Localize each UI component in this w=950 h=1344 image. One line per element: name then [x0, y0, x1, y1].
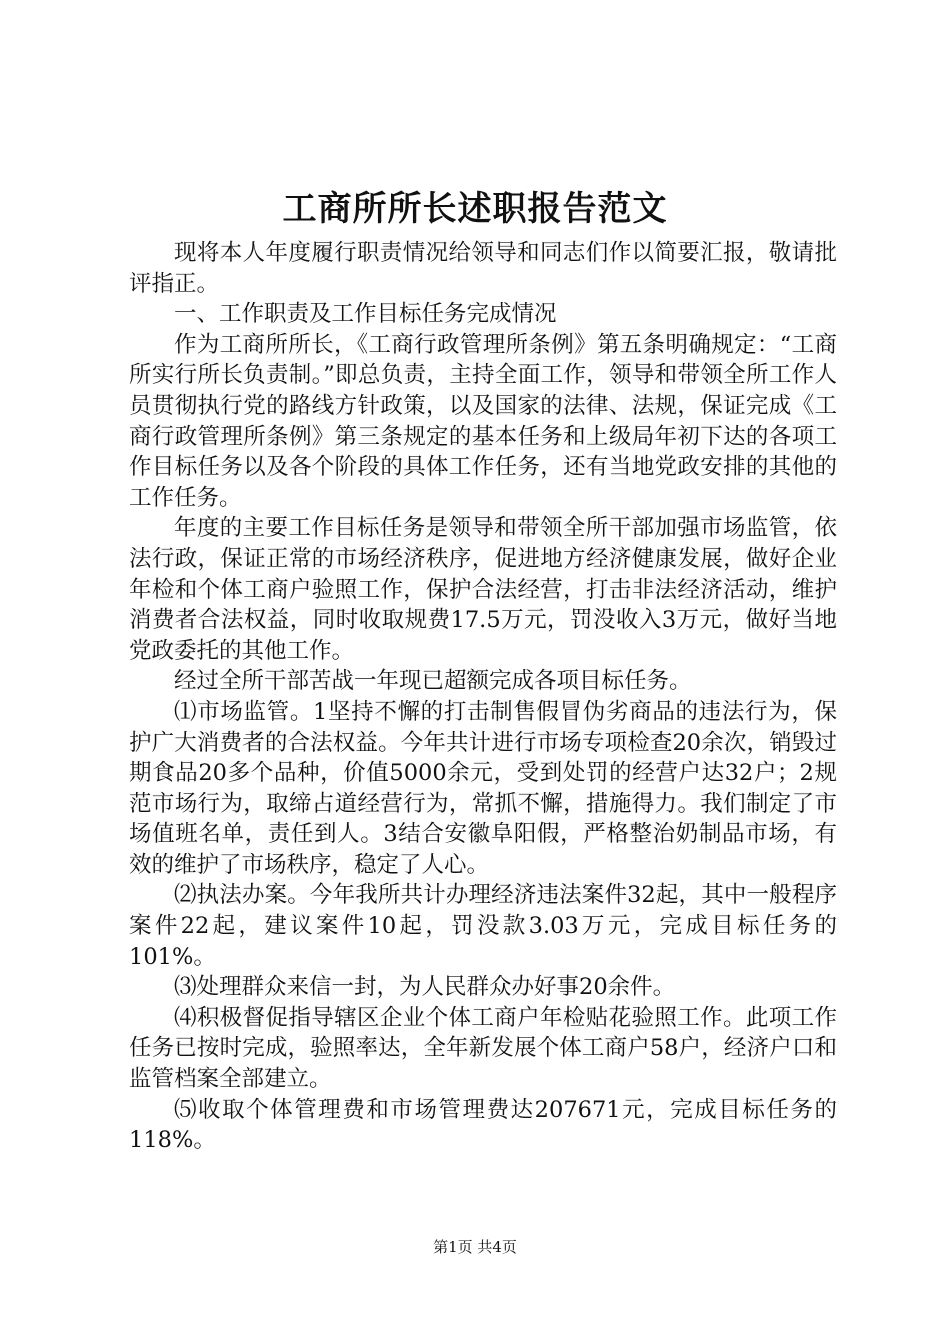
list-item: ⑵执法办案。今年我所共计办理经济违法案件32起，其中一般程序案件22起，建议案件10起，罚没款3.03万元，完成目标任务的101%。	[129, 882, 837, 970]
list-item: ⑴市场监管。1坚持不懈的打击制售假冒伪劣商品的违法行为，保护广大消费者的合法权益。今年共计进行市场专项检查20余次，销毁过期食品20多个品种，价值5000余元，受到处罚的经营户达32户；2规范市场行为，取缔占道经营行为，常抓不懈，措施得力。我们制定了市场值班名单，责任到人。3结合安徽阜阳假，严格整治奶制品市场，有效的维护了市场秩序，稳定了人心。	[129, 698, 837, 878]
document-title: 工商所所长述职报告范文	[282, 189, 668, 229]
list-item: ⑶处理群众来信一封，为人民群众办好事20余件。	[174, 974, 676, 1001]
body-paragraph: 年度的主要工作目标任务是领导和带领全所干部加强市场监管，依法行政，保证正常的市场经济秩序，促进地方经济健康发展，做好企业年检和个体工商户验照工作，保护合法经营，打击非法经济活动，维护消费者合法权益，同时收取规费17.5万元，罚没收入3万元，做好当地党政委托的其他工作。	[129, 515, 837, 664]
body-paragraph: 经过全所干部苦战一年现已超额完成各项目标任务。	[174, 668, 692, 695]
intro-paragraph: 现将本人年度履行职责情况给领导和同志们作以简要汇报，敬请批评指正。	[129, 240, 837, 297]
body-paragraph: 作为工商所所长，《工商行政管理所条例》第五条明确规定：“工商所实行所长负责制。”即总负责，主持全面工作，领导和带领全所工作人员贯彻执行党的路线方针政策，以及国家的法律、法规，保证完成《工商行政管理所条例》第三条规定的基本任务和上级局年初下达的各项工作目标任务以及各个阶段的具体工作任务，还有当地党政安排的其他的工作任务。	[129, 331, 837, 511]
list-item: ⑸收取个体管理费和市场管理费达207671元，完成目标任务的118%。	[129, 1096, 837, 1154]
document-body	[129, 238, 837, 1156]
page-number: 第1页 共4页	[433, 1238, 517, 1256]
list-item: ⑷积极督促指导辖区企业个体工商户年检贴花验照工作。此项工作任务已按时完成，验照率达，全年新发展个体工商户58户，经济户口和监管档案全部建立。	[129, 1004, 837, 1093]
section-heading: 一、工作职责及工作目标任务完成情况	[174, 301, 557, 328]
